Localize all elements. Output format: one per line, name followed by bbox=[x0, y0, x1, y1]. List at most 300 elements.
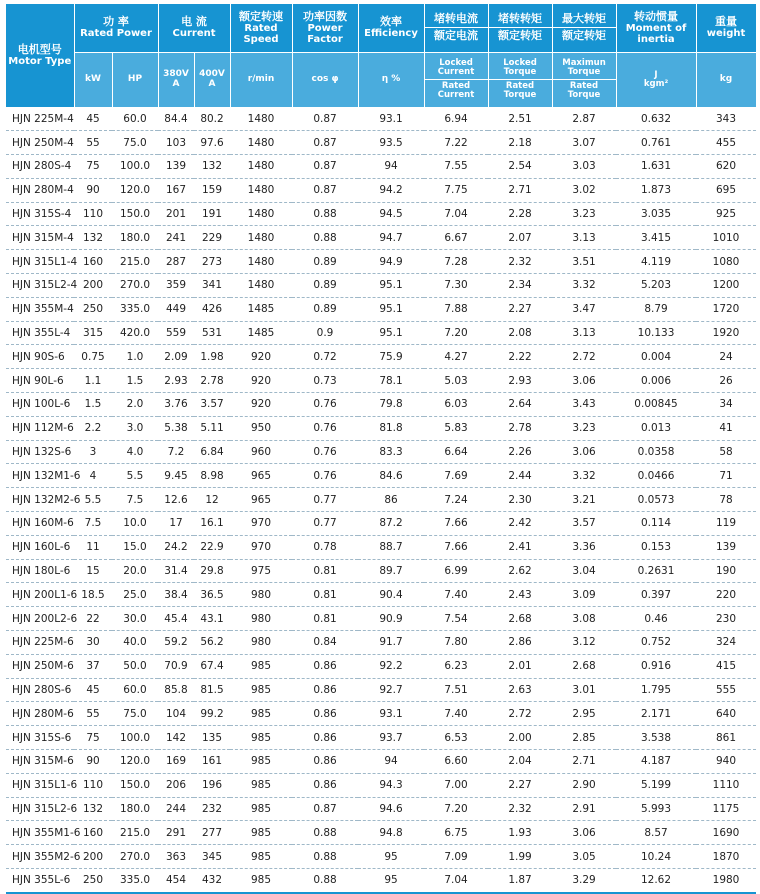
cell-locked-current-ratio: 7.09 bbox=[424, 845, 488, 869]
cell-max-torque-ratio: 3.09 bbox=[552, 583, 616, 607]
cell-power-hp: 50.0 bbox=[112, 654, 158, 678]
table-row bbox=[6, 869, 756, 893]
cell-power-hp: 335.0 bbox=[112, 297, 158, 321]
cell-max-torque-ratio: 2.87 bbox=[552, 107, 616, 131]
cell-rated-speed: 1480 bbox=[230, 178, 292, 202]
cell-rated-speed: 985 bbox=[230, 773, 292, 797]
cell-locked-current-ratio: 7.24 bbox=[424, 488, 488, 512]
table-row bbox=[6, 702, 756, 726]
cell-inertia: 0.0573 bbox=[616, 488, 696, 512]
cell-inertia: 10.24 bbox=[616, 845, 696, 869]
cell-max-torque-ratio: 3.03 bbox=[552, 155, 616, 179]
cell-efficiency: 94.6 bbox=[358, 797, 424, 821]
header-rated-torque2-zh: 额定转矩 bbox=[553, 27, 616, 42]
cell-locked-torque-ratio: 2.72 bbox=[488, 702, 552, 726]
cell-power-factor: 0.86 bbox=[292, 750, 358, 774]
header-speed-en: Rated Speed bbox=[243, 22, 279, 45]
cell-rated-speed: 1485 bbox=[230, 297, 292, 321]
cell-locked-current-ratio: 7.66 bbox=[424, 512, 488, 536]
table-row bbox=[6, 845, 756, 869]
cell-max-torque-ratio: 2.72 bbox=[552, 345, 616, 369]
cell-locked-current-ratio: 6.03 bbox=[424, 393, 488, 417]
cell-efficiency: 81.8 bbox=[358, 416, 424, 440]
cell-inertia: 0.004 bbox=[616, 345, 696, 369]
unit-400v: 400V A bbox=[194, 52, 230, 107]
header-weight-zh: 重量 bbox=[715, 15, 738, 29]
cell-power-factor: 0.81 bbox=[292, 583, 358, 607]
header-locked-current-zh: 堵转电流 bbox=[434, 12, 479, 26]
cell-weight: 119 bbox=[696, 512, 756, 536]
cell-power-factor: 0.86 bbox=[292, 702, 358, 726]
header-current-en: Current bbox=[172, 28, 216, 40]
cell-power-hp: 215.0 bbox=[112, 250, 158, 274]
cell-rated-speed: 980 bbox=[230, 631, 292, 655]
header-locked-torque-zh: 堵转转矩 bbox=[498, 12, 543, 26]
cell-power-kw: 3 bbox=[74, 440, 112, 464]
cell-power-factor: 0.77 bbox=[292, 512, 358, 536]
cell-model: HJN 160L-6 bbox=[6, 535, 74, 559]
cell-power-factor: 0.87 bbox=[292, 797, 358, 821]
cell-current-400v: 161 bbox=[194, 750, 230, 774]
cell-inertia: 0.00845 bbox=[616, 393, 696, 417]
cell-current-380v: 454 bbox=[158, 869, 194, 893]
cell-efficiency: 86 bbox=[358, 488, 424, 512]
header-power-zh: 功 率 bbox=[103, 15, 129, 29]
cell-rated-speed: 1480 bbox=[230, 226, 292, 250]
cell-locked-current-ratio: 7.75 bbox=[424, 178, 488, 202]
cell-locked-current-ratio: 7.66 bbox=[424, 535, 488, 559]
cell-current-380v: 31.4 bbox=[158, 559, 194, 583]
cell-rated-speed: 985 bbox=[230, 845, 292, 869]
cell-power-hp: 215.0 bbox=[112, 821, 158, 845]
cell-efficiency: 94 bbox=[358, 750, 424, 774]
cell-locked-current-ratio: 7.28 bbox=[424, 250, 488, 274]
cell-power-factor: 0.86 bbox=[292, 773, 358, 797]
cell-current-400v: 2.78 bbox=[194, 369, 230, 393]
cell-locked-torque-ratio: 2.62 bbox=[488, 559, 552, 583]
unit-pf: cos φ bbox=[292, 52, 358, 107]
cell-model: HJN 132S-6 bbox=[6, 440, 74, 464]
cell-rated-speed: 965 bbox=[230, 464, 292, 488]
cell-model: HJN 315L2-4 bbox=[6, 274, 74, 298]
cell-locked-torque-ratio: 2.42 bbox=[488, 512, 552, 536]
cell-weight: 1200 bbox=[696, 274, 756, 298]
cell-rated-speed: 985 bbox=[230, 821, 292, 845]
cell-weight: 343 bbox=[696, 107, 756, 131]
cell-power-kw: 11 bbox=[74, 535, 112, 559]
cell-efficiency: 84.6 bbox=[358, 464, 424, 488]
cell-efficiency: 90.4 bbox=[358, 583, 424, 607]
cell-rated-speed: 985 bbox=[230, 869, 292, 893]
table-row bbox=[6, 226, 756, 250]
header-locked-torque-ratio bbox=[488, 4, 552, 52]
cell-current-380v: 17 bbox=[158, 512, 194, 536]
cell-power-hp: 100.0 bbox=[112, 155, 158, 179]
cell-max-torque-ratio: 3.13 bbox=[552, 321, 616, 345]
cell-power-factor: 0.76 bbox=[292, 416, 358, 440]
cell-locked-torque-ratio: 2.93 bbox=[488, 369, 552, 393]
cell-inertia: 5.199 bbox=[616, 773, 696, 797]
cell-rated-speed: 970 bbox=[230, 512, 292, 536]
header-max-torque-ratio bbox=[552, 4, 616, 52]
cell-locked-current-ratio: 7.00 bbox=[424, 773, 488, 797]
cell-power-kw: 45 bbox=[74, 107, 112, 131]
cell-locked-current-ratio: 6.60 bbox=[424, 750, 488, 774]
cell-efficiency: 93.7 bbox=[358, 726, 424, 750]
cell-current-400v: 36.5 bbox=[194, 583, 230, 607]
cell-locked-torque-ratio: 2.01 bbox=[488, 654, 552, 678]
cell-model: HJN 355M2-6 bbox=[6, 845, 74, 869]
cell-power-kw: 55 bbox=[74, 131, 112, 155]
cell-current-400v: 8.98 bbox=[194, 464, 230, 488]
cell-locked-torque-ratio: 2.27 bbox=[488, 297, 552, 321]
cell-max-torque-ratio: 3.13 bbox=[552, 226, 616, 250]
header-eff-en: Efficiency bbox=[364, 28, 418, 40]
cell-power-hp: 120.0 bbox=[112, 750, 158, 774]
cell-weight: 455 bbox=[696, 131, 756, 155]
cell-current-380v: 103 bbox=[158, 131, 194, 155]
header-current bbox=[158, 4, 230, 52]
cell-current-400v: 229 bbox=[194, 226, 230, 250]
header-inertia-en: Moment of inertia bbox=[625, 22, 687, 45]
cell-power-factor: 0.88 bbox=[292, 821, 358, 845]
header-inertia bbox=[616, 4, 696, 52]
unit-380v: 380V A bbox=[158, 52, 194, 107]
cell-weight: 324 bbox=[696, 631, 756, 655]
cell-model: HJN 315S-6 bbox=[6, 726, 74, 750]
cell-power-hp: 25.0 bbox=[112, 583, 158, 607]
cell-inertia: 1.873 bbox=[616, 178, 696, 202]
header-max-torque-zh: 最大转矩 bbox=[562, 12, 607, 26]
unit-inertia-j: J bbox=[654, 69, 658, 80]
cell-locked-current-ratio: 6.67 bbox=[424, 226, 488, 250]
table-row bbox=[6, 797, 756, 821]
header-power bbox=[74, 4, 158, 52]
cell-power-hp: 7.5 bbox=[112, 488, 158, 512]
cell-power-kw: 30 bbox=[74, 631, 112, 655]
cell-current-400v: 1.98 bbox=[194, 345, 230, 369]
cell-power-factor: 0.77 bbox=[292, 488, 358, 512]
cell-power-hp: 75.0 bbox=[112, 131, 158, 155]
table-row bbox=[6, 535, 756, 559]
cell-locked-torque-ratio: 2.28 bbox=[488, 202, 552, 226]
cell-inertia: 8.79 bbox=[616, 297, 696, 321]
cell-power-kw: 2.2 bbox=[74, 416, 112, 440]
table-row bbox=[6, 678, 756, 702]
cell-max-torque-ratio: 3.43 bbox=[552, 393, 616, 417]
cell-model: HJN 280S-4 bbox=[6, 155, 74, 179]
cell-inertia: 8.57 bbox=[616, 821, 696, 845]
cell-max-torque-ratio: 3.21 bbox=[552, 488, 616, 512]
cell-power-factor: 0.76 bbox=[292, 393, 358, 417]
cell-inertia: 10.133 bbox=[616, 321, 696, 345]
cell-power-hp: 40.0 bbox=[112, 631, 158, 655]
cell-inertia: 1.631 bbox=[616, 155, 696, 179]
cell-weight: 24 bbox=[696, 345, 756, 369]
cell-weight: 415 bbox=[696, 654, 756, 678]
cell-inertia: 0.013 bbox=[616, 416, 696, 440]
cell-power-factor: 0.76 bbox=[292, 464, 358, 488]
cell-power-factor: 0.87 bbox=[292, 107, 358, 131]
cell-power-factor: 0.78 bbox=[292, 535, 358, 559]
cell-power-kw: 22 bbox=[74, 607, 112, 631]
cell-power-factor: 0.88 bbox=[292, 202, 358, 226]
cell-model: HJN 280M-4 bbox=[6, 178, 74, 202]
cell-current-400v: 99.2 bbox=[194, 702, 230, 726]
cell-rated-speed: 985 bbox=[230, 654, 292, 678]
cell-max-torque-ratio: 3.23 bbox=[552, 416, 616, 440]
cell-power-factor: 0.72 bbox=[292, 345, 358, 369]
cell-power-hp: 420.0 bbox=[112, 321, 158, 345]
cell-power-hp: 5.5 bbox=[112, 464, 158, 488]
cell-weight: 640 bbox=[696, 702, 756, 726]
cell-power-hp: 150.0 bbox=[112, 202, 158, 226]
cell-weight: 71 bbox=[696, 464, 756, 488]
cell-power-hp: 10.0 bbox=[112, 512, 158, 536]
cell-max-torque-ratio: 2.85 bbox=[552, 726, 616, 750]
cell-rated-speed: 920 bbox=[230, 345, 292, 369]
cell-current-400v: 6.84 bbox=[194, 440, 230, 464]
table-row bbox=[6, 393, 756, 417]
cell-current-380v: 5.38 bbox=[158, 416, 194, 440]
cell-current-400v: 29.8 bbox=[194, 559, 230, 583]
cell-weight: 1870 bbox=[696, 845, 756, 869]
cell-efficiency: 93.5 bbox=[358, 131, 424, 155]
cell-efficiency: 94 bbox=[358, 155, 424, 179]
cell-inertia: 12.62 bbox=[616, 869, 696, 893]
cell-locked-torque-ratio: 2.71 bbox=[488, 178, 552, 202]
cell-inertia: 5.203 bbox=[616, 274, 696, 298]
cell-locked-torque-ratio: 2.54 bbox=[488, 155, 552, 179]
cell-rated-speed: 1480 bbox=[230, 274, 292, 298]
table-row bbox=[6, 726, 756, 750]
cell-locked-current-ratio: 6.75 bbox=[424, 821, 488, 845]
cell-power-kw: 75 bbox=[74, 726, 112, 750]
header-power-factor bbox=[292, 4, 358, 52]
cell-power-kw: 132 bbox=[74, 797, 112, 821]
cell-current-380v: 206 bbox=[158, 773, 194, 797]
cell-power-hp: 30.0 bbox=[112, 607, 158, 631]
cell-power-hp: 335.0 bbox=[112, 869, 158, 893]
table-row bbox=[6, 750, 756, 774]
cell-locked-current-ratio: 7.69 bbox=[424, 464, 488, 488]
cell-current-400v: 5.11 bbox=[194, 416, 230, 440]
cell-max-torque-ratio: 2.90 bbox=[552, 773, 616, 797]
cell-current-400v: 159 bbox=[194, 178, 230, 202]
cell-efficiency: 83.3 bbox=[358, 440, 424, 464]
cell-power-factor: 0.9 bbox=[292, 321, 358, 345]
cell-model: HJN 355L-6 bbox=[6, 869, 74, 893]
cell-current-380v: 3.76 bbox=[158, 393, 194, 417]
cell-max-torque-ratio: 3.05 bbox=[552, 845, 616, 869]
header-pf-zh: 功率因数 bbox=[303, 9, 348, 23]
cell-power-factor: 0.87 bbox=[292, 178, 358, 202]
cell-current-400v: 56.2 bbox=[194, 631, 230, 655]
cell-power-kw: 160 bbox=[74, 250, 112, 274]
cell-efficiency: 94.2 bbox=[358, 178, 424, 202]
table-row bbox=[6, 250, 756, 274]
cell-inertia: 0.632 bbox=[616, 107, 696, 131]
cell-current-400v: 132 bbox=[194, 155, 230, 179]
cell-locked-torque-ratio: 2.41 bbox=[488, 535, 552, 559]
cell-power-kw: 315 bbox=[74, 321, 112, 345]
cell-power-kw: 37 bbox=[74, 654, 112, 678]
cell-model: HJN 132M2-6 bbox=[6, 488, 74, 512]
cell-efficiency: 93.1 bbox=[358, 702, 424, 726]
cell-max-torque-ratio: 3.04 bbox=[552, 559, 616, 583]
cell-current-380v: 12.6 bbox=[158, 488, 194, 512]
cell-power-kw: 1.1 bbox=[74, 369, 112, 393]
cell-current-380v: 363 bbox=[158, 845, 194, 869]
unit-locked-torque bbox=[488, 52, 552, 107]
cell-rated-speed: 960 bbox=[230, 440, 292, 464]
cell-current-380v: 559 bbox=[158, 321, 194, 345]
cell-max-torque-ratio: 3.06 bbox=[552, 821, 616, 845]
cell-current-380v: 167 bbox=[158, 178, 194, 202]
cell-locked-torque-ratio: 2.86 bbox=[488, 631, 552, 655]
header-weight-en: weight bbox=[706, 28, 746, 40]
cell-current-380v: 241 bbox=[158, 226, 194, 250]
header-locked-current-ratio bbox=[424, 4, 488, 52]
unit-locked-current bbox=[424, 52, 488, 107]
cell-weight: 861 bbox=[696, 726, 756, 750]
cell-power-factor: 0.86 bbox=[292, 678, 358, 702]
cell-power-factor: 0.73 bbox=[292, 369, 358, 393]
table-row bbox=[6, 416, 756, 440]
unit-max-torque bbox=[552, 52, 616, 107]
cell-model: HJN 250M-4 bbox=[6, 131, 74, 155]
cell-inertia: 4.119 bbox=[616, 250, 696, 274]
cell-inertia: 0.0466 bbox=[616, 464, 696, 488]
cell-locked-current-ratio: 5.03 bbox=[424, 369, 488, 393]
cell-current-380v: 70.9 bbox=[158, 654, 194, 678]
cell-weight: 1110 bbox=[696, 773, 756, 797]
cell-power-hp: 20.0 bbox=[112, 559, 158, 583]
cell-weight: 34 bbox=[696, 393, 756, 417]
header-motor-type bbox=[6, 4, 74, 107]
cell-max-torque-ratio: 3.01 bbox=[552, 678, 616, 702]
cell-power-factor: 0.81 bbox=[292, 559, 358, 583]
header-speed-zh: 额定转速 bbox=[239, 9, 284, 23]
cell-locked-current-ratio: 7.40 bbox=[424, 702, 488, 726]
cell-model: HJN 315M-6 bbox=[6, 750, 74, 774]
table-row bbox=[6, 631, 756, 655]
cell-power-kw: 200 bbox=[74, 274, 112, 298]
cell-power-kw: 15 bbox=[74, 559, 112, 583]
cell-model: HJN 112M-6 bbox=[6, 416, 74, 440]
cell-locked-current-ratio: 4.27 bbox=[424, 345, 488, 369]
cell-power-hp: 1.0 bbox=[112, 345, 158, 369]
cell-power-kw: 5.5 bbox=[74, 488, 112, 512]
cell-max-torque-ratio: 2.95 bbox=[552, 702, 616, 726]
cell-rated-speed: 1480 bbox=[230, 107, 292, 131]
cell-power-factor: 0.89 bbox=[292, 297, 358, 321]
cell-inertia: 0.006 bbox=[616, 369, 696, 393]
cell-locked-current-ratio: 7.04 bbox=[424, 869, 488, 893]
cell-power-kw: 250 bbox=[74, 869, 112, 893]
cell-max-torque-ratio: 3.32 bbox=[552, 274, 616, 298]
cell-efficiency: 87.2 bbox=[358, 512, 424, 536]
cell-power-kw: 160 bbox=[74, 821, 112, 845]
cell-power-hp: 120.0 bbox=[112, 178, 158, 202]
cell-locked-current-ratio: 7.04 bbox=[424, 202, 488, 226]
cell-rated-speed: 985 bbox=[230, 797, 292, 821]
table-row bbox=[6, 821, 756, 845]
cell-weight: 41 bbox=[696, 416, 756, 440]
table-row bbox=[6, 607, 756, 631]
cell-locked-torque-ratio: 2.26 bbox=[488, 440, 552, 464]
header-efficiency bbox=[358, 4, 424, 52]
cell-power-kw: 1.5 bbox=[74, 393, 112, 417]
cell-max-torque-ratio: 2.68 bbox=[552, 654, 616, 678]
cell-model: HJN 315L1-6 bbox=[6, 773, 74, 797]
cell-weight: 1080 bbox=[696, 250, 756, 274]
cell-locked-current-ratio: 6.94 bbox=[424, 107, 488, 131]
cell-inertia: 0.0358 bbox=[616, 440, 696, 464]
cell-max-torque-ratio: 3.32 bbox=[552, 464, 616, 488]
cell-model: HJN 280M-6 bbox=[6, 702, 74, 726]
cell-locked-torque-ratio: 2.43 bbox=[488, 583, 552, 607]
cell-current-400v: 22.9 bbox=[194, 535, 230, 559]
cell-power-kw: 132 bbox=[74, 226, 112, 250]
cell-locked-current-ratio: 7.40 bbox=[424, 583, 488, 607]
cell-weight: 555 bbox=[696, 678, 756, 702]
cell-power-hp: 100.0 bbox=[112, 726, 158, 750]
cell-power-kw: 90 bbox=[74, 750, 112, 774]
cell-efficiency: 95 bbox=[358, 869, 424, 893]
cell-current-400v: 426 bbox=[194, 297, 230, 321]
cell-locked-torque-ratio: 2.00 bbox=[488, 726, 552, 750]
cell-weight: 1720 bbox=[696, 297, 756, 321]
cell-locked-current-ratio: 7.22 bbox=[424, 131, 488, 155]
cell-locked-torque-ratio: 2.27 bbox=[488, 773, 552, 797]
cell-rated-speed: 920 bbox=[230, 369, 292, 393]
cell-efficiency: 94.7 bbox=[358, 226, 424, 250]
cell-current-400v: 432 bbox=[194, 869, 230, 893]
cell-efficiency: 94.5 bbox=[358, 202, 424, 226]
cell-rated-speed: 985 bbox=[230, 678, 292, 702]
cell-locked-current-ratio: 7.80 bbox=[424, 631, 488, 655]
cell-model: HJN 200L1-6 bbox=[6, 583, 74, 607]
cell-power-kw: 90 bbox=[74, 178, 112, 202]
table-row bbox=[6, 773, 756, 797]
cell-current-400v: 135 bbox=[194, 726, 230, 750]
cell-locked-torque-ratio: 2.68 bbox=[488, 607, 552, 631]
cell-power-factor: 0.89 bbox=[292, 250, 358, 274]
cell-locked-current-ratio: 7.51 bbox=[424, 678, 488, 702]
cell-power-factor: 0.86 bbox=[292, 726, 358, 750]
cell-locked-torque-ratio: 2.08 bbox=[488, 321, 552, 345]
cell-power-factor: 0.88 bbox=[292, 845, 358, 869]
cell-inertia: 5.993 bbox=[616, 797, 696, 821]
cell-model: HJN 225M-4 bbox=[6, 107, 74, 131]
cell-power-hp: 270.0 bbox=[112, 274, 158, 298]
cell-efficiency: 92.7 bbox=[358, 678, 424, 702]
cell-current-400v: 196 bbox=[194, 773, 230, 797]
unit-inertia-kgm2: kgm² bbox=[643, 78, 669, 89]
cell-power-hp: 2.0 bbox=[112, 393, 158, 417]
cell-model: HJN 355L-4 bbox=[6, 321, 74, 345]
cell-power-hp: 15.0 bbox=[112, 535, 158, 559]
cell-current-380v: 104 bbox=[158, 702, 194, 726]
cell-model: HJN 90S-6 bbox=[6, 345, 74, 369]
cell-locked-torque-ratio: 1.93 bbox=[488, 821, 552, 845]
cell-current-400v: 97.6 bbox=[194, 131, 230, 155]
cell-current-400v: 67.4 bbox=[194, 654, 230, 678]
cell-power-kw: 18.5 bbox=[74, 583, 112, 607]
unit-hp: HP bbox=[112, 52, 158, 107]
cell-model: HJN 250M-6 bbox=[6, 654, 74, 678]
